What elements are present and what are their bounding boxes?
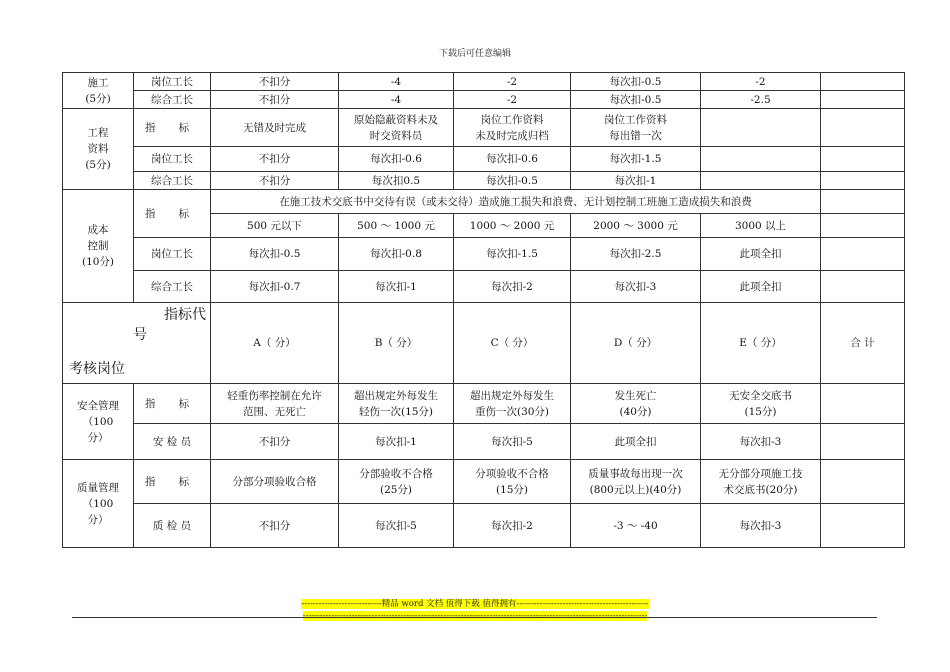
- cell-total: [821, 384, 905, 424]
- cell-a: 不扣分: [211, 91, 339, 109]
- role-cell: 综合工长: [134, 91, 211, 109]
- table-row: [63, 147, 905, 172]
- cell-a: 不扣分: [211, 73, 339, 91]
- cell-a: 每次扣-0.7: [211, 271, 339, 303]
- cell-e: 每次扣-3: [701, 424, 821, 460]
- table-row: [63, 109, 905, 147]
- cell-total: [821, 214, 905, 238]
- table-row: [63, 91, 905, 109]
- cell-total: [821, 238, 905, 271]
- grade-b-header: B（ 分）: [339, 303, 454, 384]
- cell-c: -2: [454, 91, 571, 109]
- header-note: 下载后可任意编辑: [438, 49, 511, 59]
- cell-c: 每次扣-0.5: [454, 172, 571, 190]
- category-documents: 工程 资料 (5分): [63, 109, 134, 190]
- table-row: [63, 384, 905, 424]
- cell-b: 每次扣-0.6: [339, 147, 454, 172]
- cell-b: 超出规定外每发生 轻伤一次(15分): [339, 384, 454, 424]
- table-row: [63, 504, 905, 548]
- table-row: [63, 238, 905, 271]
- cell-total: [821, 109, 905, 147]
- cell-b: 每次扣-0.8: [339, 238, 454, 271]
- cell-c: 每次扣-1.5: [454, 238, 571, 271]
- indicator-label: 指 标: [134, 460, 211, 504]
- table-row: [63, 460, 905, 504]
- table-row: [63, 172, 905, 190]
- diag-bottom-label: 考核岗位: [69, 361, 125, 377]
- cell-e: -2.5: [701, 91, 821, 109]
- cell-e: [701, 109, 821, 147]
- cell-d: 每次扣-1: [571, 172, 701, 190]
- cell-total: [821, 73, 905, 91]
- cell-e: 每次扣-3: [701, 504, 821, 548]
- table-row: [63, 190, 905, 214]
- cell-b: 每次扣-1: [339, 424, 454, 460]
- cost-description: 在施工技术交底书中交待有误（或未交待）造成施工损失和浪费、无计划控制工班施工造成损失和浪费: [211, 190, 821, 214]
- diag-mid-label: 号: [133, 327, 147, 343]
- diag-top-label: 指标代: [164, 307, 206, 323]
- cell-e: 此项全扣: [701, 271, 821, 303]
- cell-d: -3 ～ -40: [571, 504, 701, 548]
- cell-d: 每次扣-3: [571, 271, 701, 303]
- cell-total: [821, 91, 905, 109]
- cell-c: 超出规定外每发生 重伤一次(30分): [454, 384, 571, 424]
- cell-c: 分项验收不合格 (15分): [454, 460, 571, 504]
- table-row: [63, 424, 905, 460]
- role-cell: 岗位工长: [134, 73, 211, 91]
- cell-c: 每次扣-0.6: [454, 147, 571, 172]
- role-cell: 综合工长: [134, 271, 211, 303]
- footer-rule: [72, 617, 877, 618]
- indicator-label: 指 标: [134, 384, 211, 424]
- grade-c-header: C（ 分）: [454, 303, 571, 384]
- cell-b: -4: [339, 73, 454, 91]
- cell-e: 无分部分项施工技 术交底书(20分): [701, 460, 821, 504]
- cell-b: 每次扣-5: [339, 504, 454, 548]
- cell-e: 3000 以上: [701, 214, 821, 238]
- cell-d: 每次扣-0.5: [571, 73, 701, 91]
- cell-total: [821, 271, 905, 303]
- footer-banner-line2: [0, 603, 950, 622]
- cell-a: 轻重伤率控制在允许 范围、无死亡: [211, 384, 339, 424]
- cell-b: 原始隐蔽资料未及 时交资料员: [339, 109, 454, 147]
- cell-c: 1000 ～ 2000 元: [454, 214, 571, 238]
- cell-d: 每次扣-1.5: [571, 147, 701, 172]
- role-cell: 质 检 员: [134, 504, 211, 548]
- diagonal-header-cell: [63, 303, 211, 384]
- footer-text-1: ----------------------------精品 word 文档 值得下载 值得拥有----------------------------------------------: [301, 599, 649, 609]
- cell-c: -2: [454, 73, 571, 91]
- cell-d: 每次扣-0.5: [571, 91, 701, 109]
- cell-b: 500 ～ 1000 元: [339, 214, 454, 238]
- grade-e-header: E（ 分）: [701, 303, 821, 384]
- cell-d: 每次扣-2.5: [571, 238, 701, 271]
- cell-b: 每次扣-1: [339, 271, 454, 303]
- category-cost: 成本 控制 (10分): [63, 190, 134, 303]
- cell-total: [821, 190, 905, 214]
- cell-c: 岗位工作资料 未及时完成归档: [454, 109, 571, 147]
- cell-a: 不扣分: [211, 147, 339, 172]
- cell-e: -2: [701, 73, 821, 91]
- section-header-row: [63, 303, 905, 384]
- footer-text-2: ------------------------------------------------------------------------------------------------------------------------: [302, 611, 648, 621]
- cell-b: 分部验收不合格 (25分): [339, 460, 454, 504]
- cell-e: 无安全交底书 (15分): [701, 384, 821, 424]
- cell-d: 此项全扣: [571, 424, 701, 460]
- cell-total: [821, 147, 905, 172]
- role-cell: 综合工长: [134, 172, 211, 190]
- cell-e: [701, 147, 821, 172]
- cell-a: 不扣分: [211, 172, 339, 190]
- category-safety: 安全管理 （100 分）: [63, 384, 134, 460]
- cell-a: 每次扣-0.5: [211, 238, 339, 271]
- cell-d: 岗位工作资料 每出错一次: [571, 109, 701, 147]
- cell-a: 分部分项验收合格: [211, 460, 339, 504]
- role-cell: 岗位工长: [134, 147, 211, 172]
- category-quality: 质量管理 （100 分）: [63, 460, 134, 548]
- cell-b: -4: [339, 91, 454, 109]
- cell-a: 500 元以下: [211, 214, 339, 238]
- role-cell: 岗位工长: [134, 238, 211, 271]
- cell-e: [701, 172, 821, 190]
- cell-c: 每次扣-2: [454, 271, 571, 303]
- cell-total: [821, 424, 905, 460]
- grade-d-header: D（ 分）: [571, 303, 701, 384]
- grade-a-header: A（ 分）: [211, 303, 339, 384]
- cell-a: 不扣分: [211, 504, 339, 548]
- cell-a: 不扣分: [211, 424, 339, 460]
- cell-e: 此项全扣: [701, 238, 821, 271]
- table-row: [63, 271, 905, 303]
- cell-total: [821, 172, 905, 190]
- cell-total: [821, 460, 905, 504]
- indicator-label: 指 标: [134, 109, 211, 147]
- cell-total: [821, 504, 905, 548]
- assessment-table: [62, 72, 905, 548]
- indicator-label: 指 标: [134, 190, 211, 238]
- cell-c: 每次扣-2: [454, 504, 571, 548]
- category-construction: 施工 (5分): [63, 73, 134, 109]
- cell-d: 质量事故每出现一次 (800元以上)(40分): [571, 460, 701, 504]
- cell-d: 发生死亡 (40分): [571, 384, 701, 424]
- cell-d: 2000 ～ 3000 元: [571, 214, 701, 238]
- total-header: 合 计: [821, 303, 905, 384]
- cell-b: 每次扣0.5: [339, 172, 454, 190]
- cell-c: 每次扣-5: [454, 424, 571, 460]
- cell-a: 无错及时完成: [211, 109, 339, 147]
- role-cell: 安 检 员: [134, 424, 211, 460]
- table-row: [63, 73, 905, 91]
